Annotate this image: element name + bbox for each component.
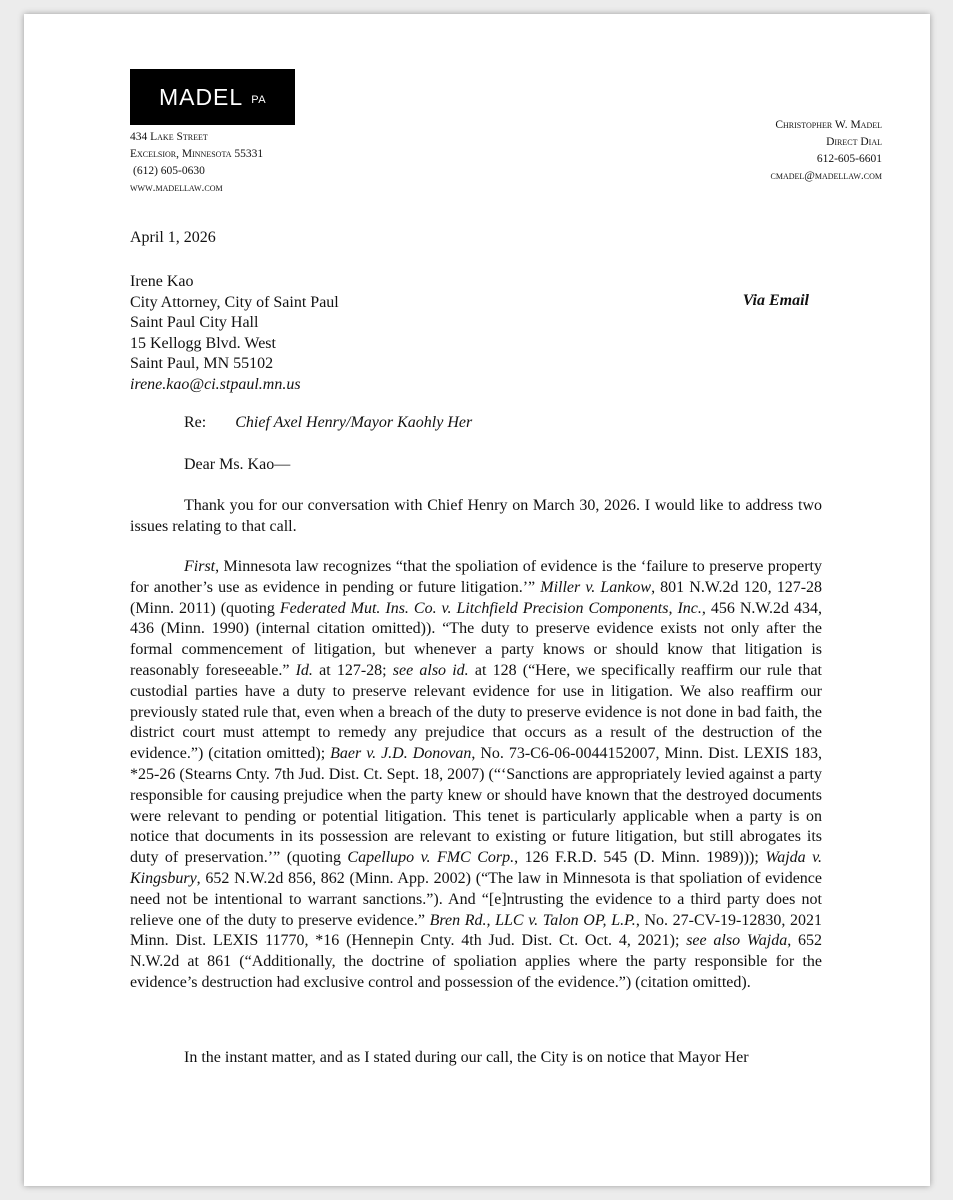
direct-dial-label: Direct Dial <box>826 136 882 148</box>
re-label: Re: <box>184 414 207 431</box>
paragraph-text-run: , Minnesota law recognizes “that the spoliation of evidence is the ‘failure to preserve property for another’s use as evidence in pending or future litigation.’” <box>130 558 822 596</box>
paragraph-text-run: at 127-28; <box>312 661 393 679</box>
delivery-method: Via Email <box>742 292 809 309</box>
re-line <box>184 414 472 432</box>
paragraph-text-run: , No. 27-CV-19-12830, 2021 Minn. Dist. LEXIS 11770, *16 (Hennepin Cnty. 4th Jud. Dist. Ct. Oct. 4, 2021); <box>130 911 823 950</box>
recipient-title: City Attorney, City of Saint Paul <box>130 293 339 311</box>
paragraph-text-run: , 801 N.W.2d 120, 127-28 (Minn. 2011) (quoting <box>130 578 823 617</box>
salutation: Dear Ms. Kao— <box>184 456 291 473</box>
citation-italic: see also id. <box>392 661 469 679</box>
paragraph-intro: Thank you for our conversation with Chief Henry on March 30, 2026. I would like to address two issues relating to that call. <box>130 497 822 535</box>
re-subject: Chief Axel Henry/Mayor Kaohly Her <box>235 414 473 431</box>
logo-suffix: PA <box>251 93 267 106</box>
recipient-city: Saint Paul, MN 55102 <box>130 355 274 372</box>
citation-italic: Wajda v. Kingsbury <box>130 849 823 887</box>
citation-italic: Capellupo v. FMC Corp. <box>347 849 515 867</box>
letter-page <box>24 14 930 1186</box>
logo-name: MADEL <box>158 83 244 110</box>
firm-street: 434 Lake Street <box>130 131 208 143</box>
firm-address <box>130 129 263 197</box>
paragraph-text-run: , 456 N.W.2d 434, 436 (Minn. 1990) (internal citation omitted)). “The duty to preserve evidence exists not only after the formal commencement of litigation, but whenever a party knows or should know that litigation is reasonably foreseeable.” <box>130 599 822 679</box>
citation-italic: Miller v. Lankow <box>540 578 652 596</box>
recipient-address1: Saint Paul City Hall <box>130 314 259 331</box>
recipient-block <box>130 272 339 395</box>
paragraph-text-run: , 652 N.W.2d 856, 862 (Minn. App. 2002) (“The law in Minnesota is that spoliation of evidence need not be intentional to warrant sanctions.”). And “[e]ntrusting the evidence to a third party does not relieve one of the duty to preserve evidence.” <box>130 869 822 929</box>
citation-italic: see also Wajda <box>686 932 788 950</box>
paragraph-text-run: , 652 N.W.2d at 861 (“Additionally, the doctrine of spoliation applies where the party responsible for the evidence’s destruction had exclusive control and possession of the evidence.”) (citation omitted). <box>130 932 823 991</box>
firm-phone: (612) 605-0630 <box>133 165 205 177</box>
firm-website: www.madellaw.com <box>130 182 223 194</box>
firm-city: Excelsior, Minnesota 55331 <box>130 148 264 160</box>
citation-italic: First <box>184 558 216 575</box>
recipient-name: Irene Kao <box>130 273 194 290</box>
paragraph-text-run: , No. 73-C6-06-0044152007, Minn. Dist. LEXIS 183, *25-26 (Stearns Cnty. 7th Jud. Dist. Ct. Sept. 18, 2007) (“‘Sanctions are appropriately levied against a party responsible for causing prejudice when the party knew or should have known that the destroyed documents were relevant to pending or potential litigation. This tenet is particularly applicable when a party is on notice that documents in its possession are relevant to existing or future litigation, but still abrogates its duty of preservation.’” (quoting <box>130 745 823 867</box>
sender-phone: 612-605-6601 <box>816 153 882 165</box>
citation-italic: Federated Mut. Ins. Co. v. Litchfield Precision Components, Inc. <box>279 599 702 617</box>
citation-italic: Baer v. J.D. Donovan <box>330 745 472 763</box>
letter-date: April 1, 2026 <box>130 229 216 246</box>
recipient-address2: 15 Kellogg Blvd. West <box>130 334 276 352</box>
paragraph-text-run: , 126 F.R.D. 545 (D. Minn. 1989))); <box>514 849 766 867</box>
paragraph-spoliation-law <box>130 557 822 994</box>
paragraph-text-run: at 128 (“Here, we specifically reaffirm our rule that custodial parties have a duty to preserve relevant evidence for use in litigation. We also reaffirm our previously stated rule that, even when a breach of the duty to preserve evidence is not done in bad faith, the district court must attempt to remedy any prejudice that occurs as a result of the destruction of the evidence.”) (citation omitted); <box>130 661 823 763</box>
sender-name: Christopher W. Madel <box>775 119 882 131</box>
recipient-email: irene.kao@ci.stpaul.mn.us <box>130 375 301 393</box>
sender-email: cmadel@madellaw.com <box>770 170 882 182</box>
paragraph-instant-matter: In the instant matter, and as I stated during our call, the City is on notice that Mayor Her <box>184 1049 749 1066</box>
sender-block <box>771 117 883 185</box>
citation-italic: Id. <box>295 661 313 679</box>
firm-logo <box>130 69 295 125</box>
citation-italic: Bren Rd., LLC v. Talon OP, L.P. <box>429 911 636 929</box>
